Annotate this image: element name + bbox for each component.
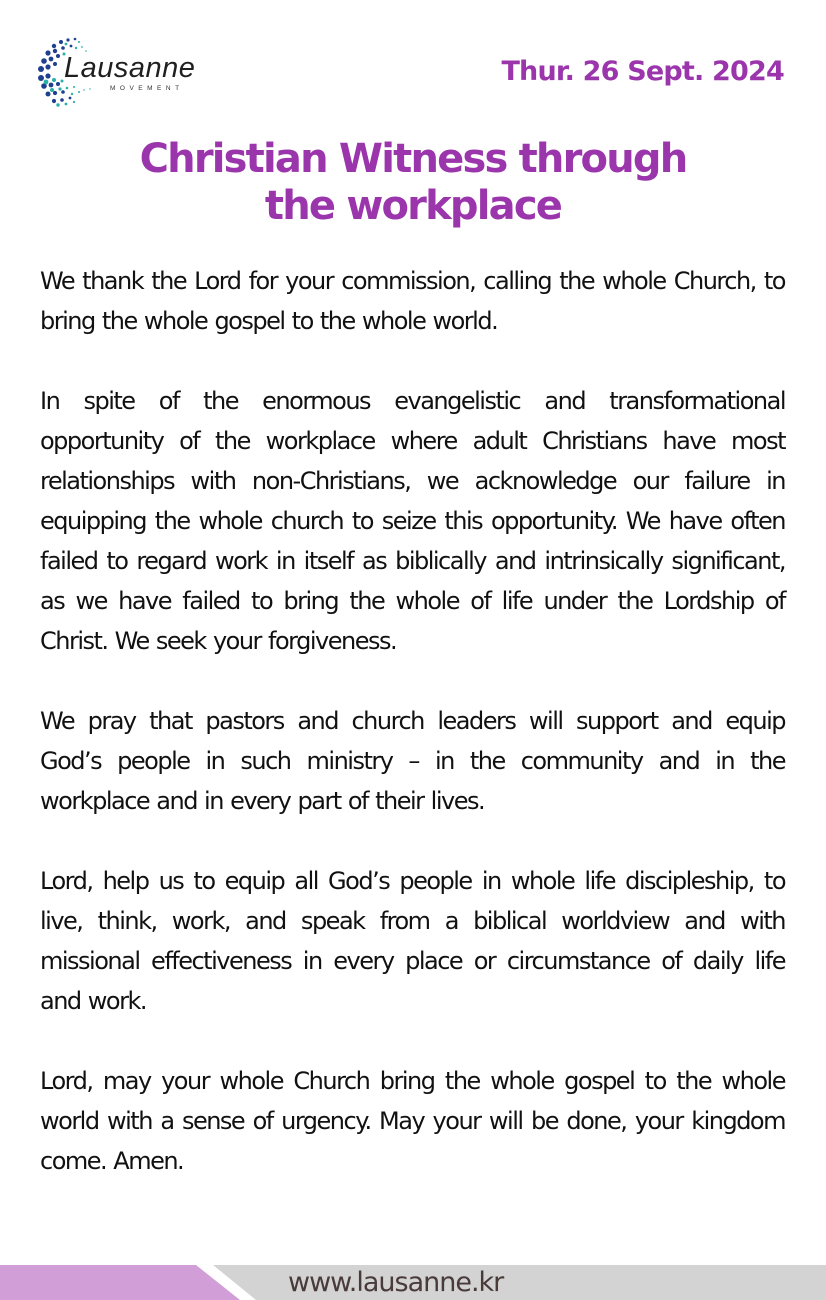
page-title bbox=[0, 136, 826, 230]
paragraph-closing: Lord, may your whole Church bring the whole gospel to the whole world with a sense of urgency. May your will be done, your kingdom come. Amen. bbox=[40, 1067, 785, 1175]
prayer-body bbox=[40, 261, 785, 1221]
paragraph-discipleship: Lord, help us to equip all God’s people in whole life discipleship, to live, think, work, and speak from a biblical worldview and with missional effectiveness in every place or circumstance of daily life and work. bbox=[40, 867, 785, 1015]
logo-wordmark: Lausanne bbox=[64, 52, 196, 84]
title-line-2: the workplace bbox=[264, 183, 562, 229]
paragraph-thanks: We thank the Lord for your commission, calling the whole Church, to bring the whole gospel to the whole world. bbox=[40, 267, 785, 335]
logo-subtitle: MOVEMENT bbox=[110, 85, 184, 92]
lausanne-logo bbox=[36, 34, 206, 110]
footer-purple-band bbox=[0, 1265, 240, 1300]
paragraph-confession: In spite of the enormous evangelistic and transformational opportunity of the workplace where adult Christians have most relationships with non-Christians, we acknowledge our failure in equipping the whole church to seize this opportunity. We have often failed to regard work in itself as biblically and intrinsically significant, as we have failed to bring the whole of life under the Lordship of Christ. We seek your forgiveness. bbox=[40, 387, 785, 655]
title-line-1: Christian Witness through bbox=[139, 136, 687, 182]
website-link[interactable]: www.lausanne.kr bbox=[288, 1267, 504, 1298]
date-label: Thur. 26 Sept. 2024 bbox=[501, 56, 784, 87]
paragraph-pastors: We pray that pastors and church leaders will support and equip God’s people in such ministry – in the community and in the workplace and in every part of their lives. bbox=[40, 707, 785, 815]
